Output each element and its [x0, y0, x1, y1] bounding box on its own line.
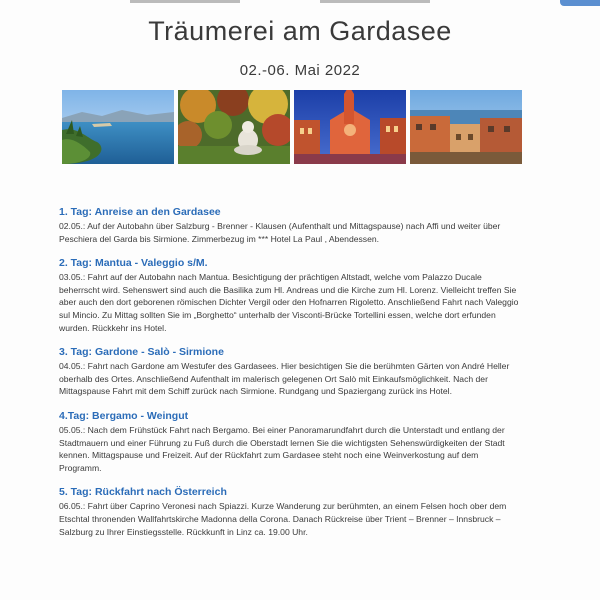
day-heading: 4.Tag: Bergamo - Weingut	[59, 409, 189, 422]
itinerary-day-1	[59, 206, 521, 245]
day-heading: 5. Tag: Rückfahrt nach Österreich	[59, 486, 227, 499]
day-description: 03.05.: Fahrt auf der Autobahn nach Mantua. Besichtigung der prächtigen Altstadt, welche vom Palazzo Ducale beherrscht wird. Sehenswert sind auch die Basilika zum Hl. Andreas und die Kirche zum Hl. Lorenz. Vielleicht treffen Sie aber auch den dort geborenen römischen Dichter Vergil oder den Hofnarren Rigoletto. Anschließend Fahrt nach Valeggio sul Mincio. Zu Mittag sollten Sie im „Borghetto“ unterhalb der Visconti-Brücke Tortellini essen, welche dort erfunden wurden. Rückkehr ins Hotel.	[59, 272, 519, 333]
itinerary	[59, 206, 521, 550]
corner-accent	[560, 0, 600, 6]
harbor-town-photo	[410, 90, 522, 164]
day-description: 04.05.: Fahrt nach Gardone am Westufer des Gardasees. Hier besichtigen Sie die berühmten Gärten von André Heller oberhalb des Ortes. Anschließend Aufenthalt im malerisch gelegenen Ort Salò mit Einkaufsmöglichkeit. Nach der Mittagspause Fahrt mit dem Schiff zurück nach Sirmione. Rundgang und Spaziergang zurück ins Hotel.	[59, 361, 510, 397]
cropped-header-line	[130, 0, 430, 4]
day-description: 06.05.: Fahrt über Caprino Veronesi nach Spiazzi. Kurze Wanderung zur berühmten, an einem Felsen hoch ober dem Etschtal thronenden Wallfahrtskirche Madonna della Corona. Danach Rückreise über Trient – Brenner – Innsbruck – Salzburg zu Ihrer Einstiegsstelle. Rückkunft in Linz ca. 19.00 Uhr.	[59, 501, 507, 537]
trip-dates: 02.-06. Mai 2022	[239, 62, 361, 79]
itinerary-day-4	[59, 410, 521, 474]
page-title: Träumerei am Gardasee	[148, 16, 452, 46]
day-heading: 1. Tag: Anreise an den Gardasee	[59, 206, 221, 218]
photo-strip	[62, 90, 522, 164]
day-description: 02.05.: Auf der Autobahn über Salzburg - Brenner - Klausen (Aufenthalt und Mittagspause) nach Affi und weiter über Peschiera del Garda bis Sirmione. Zimmerbezug im *** Hotel La Paul , Abendessen.	[59, 221, 501, 244]
garden-buddha-photo	[178, 90, 290, 164]
church-square-photo	[294, 90, 406, 164]
day-description: 05.05.: Nach dem Frühstück Fahrt nach Bergamo. Bei einer Panoramarundfahrt durch die Unterstadt und entlang der Stadtmauern und einer Führung zu Fuß durch die Oberstadt lernen Sie die wichtigsten Sehenswürdigkeiten der Stadt kennen. Mittagspause und Freizeit. Auf der Rückfahrt zum Gardasee steht noch eine Weinverkostung auf dem Programm.	[59, 424, 505, 473]
day-heading: 3. Tag: Gardone - Salò - Sirmione	[59, 346, 224, 359]
itinerary-day-5	[59, 486, 521, 538]
itinerary-day-3	[59, 346, 521, 398]
itinerary-day-2	[59, 257, 521, 334]
lake-coast-photo	[62, 90, 174, 164]
day-heading: 2. Tag: Mantua - Valeggio s/M.	[59, 257, 208, 270]
